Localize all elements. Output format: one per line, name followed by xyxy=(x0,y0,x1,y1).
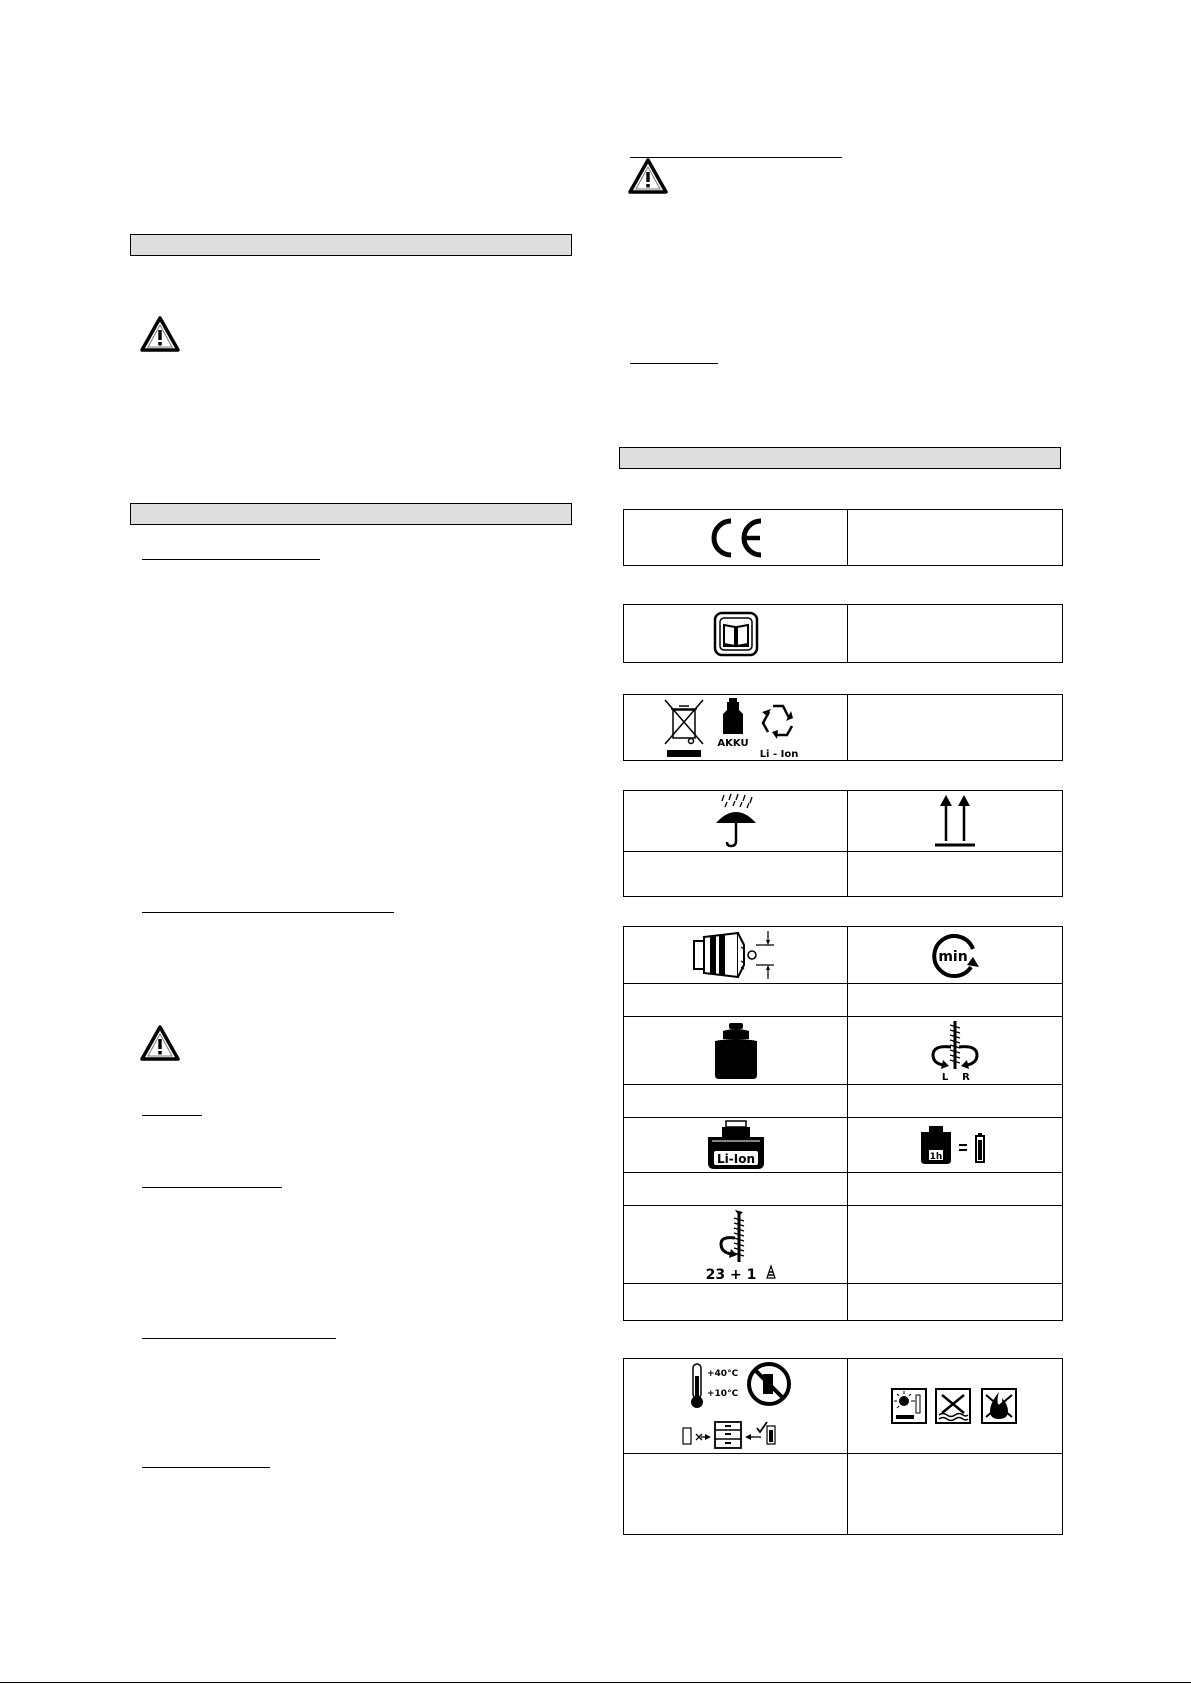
this-side-up-description-cell xyxy=(848,852,1063,897)
hazard-description-cell xyxy=(848,1454,1063,1535)
section-band-2 xyxy=(130,503,572,525)
subheading-underline-5 xyxy=(142,1338,336,1339)
warning-triangle-icon xyxy=(140,1025,180,1061)
li-ion-battery-icon xyxy=(704,1119,768,1171)
manual-description-cell xyxy=(848,605,1063,663)
read-manual-icon xyxy=(713,611,759,657)
left-right-rotation-screw-icon xyxy=(925,1019,985,1083)
rotation-right-label: R xyxy=(962,1071,970,1083)
disposal-description-cell xyxy=(848,695,1063,761)
manual-cell xyxy=(624,605,848,663)
ce-symbol-table xyxy=(623,509,1063,566)
technical-symbol-table xyxy=(623,926,1063,1321)
sun-water-fire-hazard-icon xyxy=(890,1383,1020,1429)
charge-time-label: 1h xyxy=(929,1152,943,1162)
section-band-1 xyxy=(130,234,572,256)
rpm-cell xyxy=(848,927,1063,984)
li-ion-battery-label: Li-Ion xyxy=(716,1152,755,1166)
torque-description-cell xyxy=(848,1206,1063,1284)
torque-extra-description-cell-2 xyxy=(848,1284,1063,1321)
manual-symbol-table xyxy=(623,604,1063,663)
keep-dry-umbrella-icon xyxy=(712,793,760,849)
weight-description-cell xyxy=(624,1085,848,1118)
subheading-underline-1 xyxy=(142,559,320,560)
subheading-underline-2 xyxy=(142,912,394,913)
hazard-cell xyxy=(848,1359,1063,1454)
weight-icon xyxy=(709,1021,763,1081)
storage-cell xyxy=(624,1359,848,1454)
subheading-underline-4 xyxy=(142,1187,282,1188)
disposal-symbol-table xyxy=(623,694,1063,761)
battery-description-cell xyxy=(624,1173,848,1206)
charge-time-cell xyxy=(848,1118,1063,1173)
chuck-cell xyxy=(624,927,848,984)
ce-cell xyxy=(624,510,848,566)
rotation-min-icon xyxy=(927,929,983,981)
warning-triangle-icon xyxy=(628,158,668,194)
torque-settings-screw-icon xyxy=(691,1208,781,1282)
subheading-underline-3 xyxy=(142,1115,202,1116)
section-band-3 xyxy=(619,447,1061,469)
storage-description-cell xyxy=(624,1454,848,1535)
torque-cell xyxy=(624,1206,848,1284)
page-bottom-edge xyxy=(0,1682,1191,1683)
rotation-direction-description-cell xyxy=(848,1085,1063,1118)
storage-symbol-table xyxy=(623,1358,1063,1535)
battery-charge-time-icon xyxy=(913,1122,997,1168)
rotation-left-label: L xyxy=(941,1071,949,1083)
torque-label: 23 + 1 xyxy=(705,1266,756,1282)
ce-description-cell xyxy=(848,510,1063,566)
this-side-up-cell xyxy=(848,791,1063,852)
akku-label: AKKU xyxy=(716,737,749,749)
charge-time-description-cell xyxy=(848,1173,1063,1206)
rotation-direction-cell xyxy=(848,1017,1063,1085)
keep-dry-description-cell xyxy=(624,852,848,897)
disposal-recycling-icon xyxy=(661,696,811,760)
disposal-cell xyxy=(624,695,848,761)
subheading-underline-8 xyxy=(630,363,718,364)
battery-storage-temperature-icon xyxy=(671,1360,801,1452)
temperature-high-label: +40°C xyxy=(706,1369,738,1379)
battery-cell xyxy=(624,1118,848,1173)
subheading-underline-6 xyxy=(142,1467,270,1468)
rpm-label: min xyxy=(938,949,968,965)
rpm-description-cell xyxy=(848,984,1063,1017)
li-ion-recycle-label: Li - Ion xyxy=(759,748,798,760)
temperature-low-label: +10°C xyxy=(706,1389,738,1399)
ce-mark-icon xyxy=(706,516,766,560)
chuck-description-cell xyxy=(624,984,848,1017)
torque-extra-description-cell xyxy=(624,1284,848,1321)
keep-dry-cell xyxy=(624,791,848,852)
chuck-clamping-range-icon xyxy=(686,927,786,983)
packaging-symbol-table xyxy=(623,790,1063,897)
weight-cell xyxy=(624,1017,848,1085)
this-side-up-arrows-icon xyxy=(933,793,977,849)
warning-triangle-icon xyxy=(140,316,180,352)
